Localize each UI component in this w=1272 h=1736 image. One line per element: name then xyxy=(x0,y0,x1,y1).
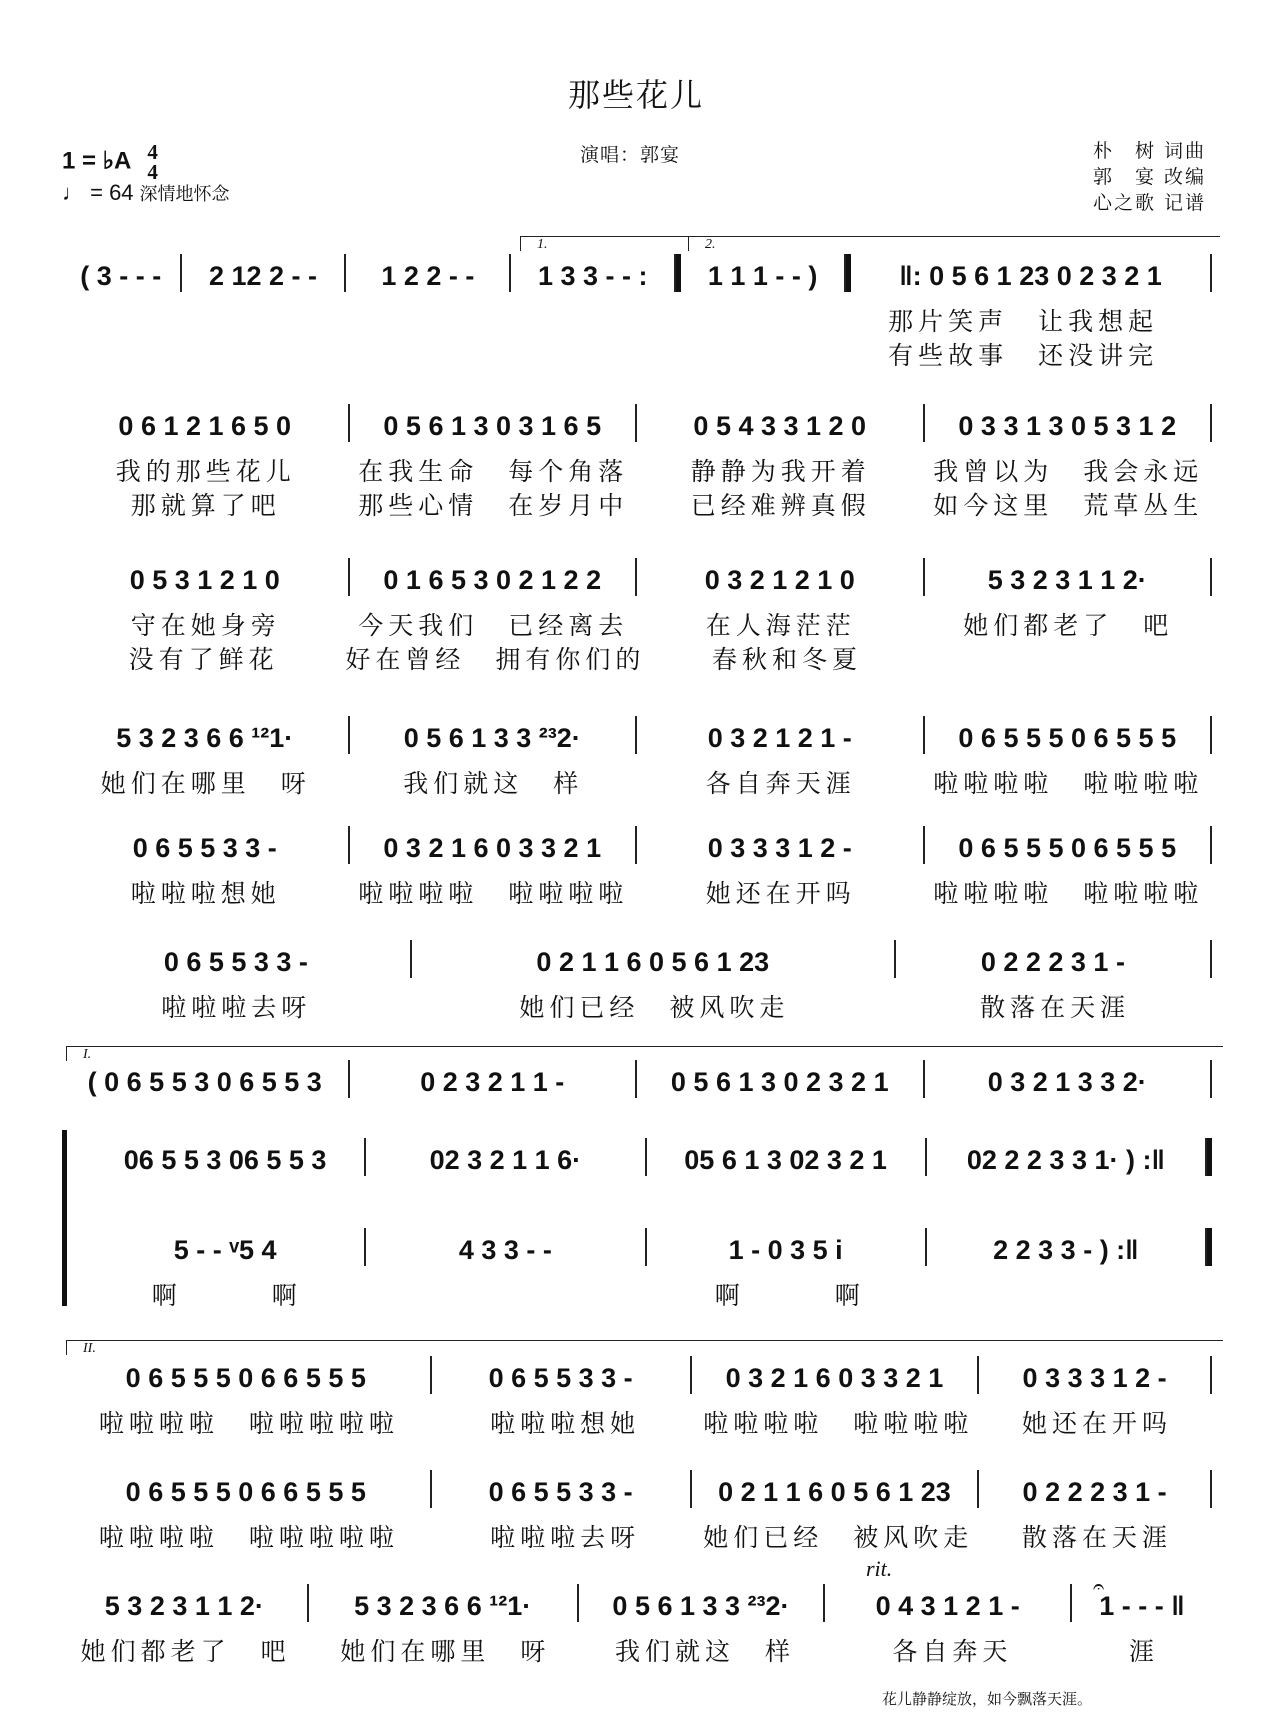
lyric-line-1 xyxy=(62,302,1212,336)
lyric: 好在曾经 拥有你们的 xyxy=(345,645,646,674)
barline xyxy=(1210,826,1212,864)
lyric: 她们都老了 吧 xyxy=(963,611,1174,640)
lyric: 啦啦啦去呀 xyxy=(490,1523,641,1552)
lyric: 啦啦啦啦 啦啦啦啦啦 xyxy=(98,1523,399,1552)
measure: 0 3 2 1 6 0 3 3 2 1 xyxy=(383,833,602,863)
tempo-label: ♩ = 64 xyxy=(62,180,134,205)
measure: 02 3 2 1 1 6· xyxy=(429,1145,582,1175)
credits-block xyxy=(1093,138,1206,216)
barline xyxy=(1210,716,1212,754)
system-8-lower xyxy=(86,1226,1212,1310)
lyric: 她们都老了 吧 xyxy=(80,1637,291,1666)
measure: 5 3 2 3 1 1 2· xyxy=(104,1591,264,1621)
lyric: 那片笑声 让我想起 xyxy=(888,307,1159,336)
notation-line xyxy=(62,1354,1212,1394)
barline xyxy=(1210,254,1212,292)
lyric: 啦啦啦去呀 xyxy=(161,993,312,1022)
measure: 1 2 2 - - xyxy=(381,261,475,291)
lyric: 我们就这 样 xyxy=(403,769,584,798)
system-7 xyxy=(62,1058,1212,1098)
notation-line xyxy=(62,402,1212,442)
measure: 0 6 5 5 3 3 - xyxy=(488,1363,633,1393)
measure: 0 4 3 1 2 1 - xyxy=(875,1591,1020,1621)
lyric: 她还在开吗 xyxy=(1021,1409,1172,1438)
measure: 0 6 5 5 3 3 - xyxy=(488,1477,633,1507)
lyric: 啦啦啦啦 啦啦啦啦 xyxy=(703,1409,974,1438)
measure: 2 12 2 - - xyxy=(208,261,318,291)
barline xyxy=(1210,558,1212,596)
lyric: 啊 啊 xyxy=(151,1281,302,1310)
time-top: 4 xyxy=(147,140,158,164)
system-2 xyxy=(62,402,1212,520)
barline xyxy=(1210,940,1212,978)
lyric: 啦啦啦啦 啦啦啦啦 xyxy=(358,879,629,908)
measure: 0 5 4 3 3 1 2 0 xyxy=(693,411,867,441)
lyric: 那些心情 在岁月中 xyxy=(358,491,629,520)
measure: 0 3 2 1 6 0 3 3 2 1 xyxy=(725,1363,944,1393)
fermata-icon: 𝄐 xyxy=(1093,1574,1105,1598)
measure: 0 2 1 1 6 0 5 6 1 23 xyxy=(536,947,770,977)
measure: 06 5 5 3 06 5 5 3 xyxy=(123,1145,327,1175)
system-3 xyxy=(62,556,1212,674)
lyric: 散落在天涯 xyxy=(1021,1523,1172,1552)
credit-arranger: 郭 宴 改编 xyxy=(1092,166,1206,188)
singer-credit: 演唱：郭宴 xyxy=(580,144,681,166)
lyric-line-1 xyxy=(62,1632,1212,1666)
credit-transcriber: 心之歌 记谱 xyxy=(1092,192,1206,214)
lyric: 在人海茫茫 xyxy=(705,611,856,640)
volta-II: II. xyxy=(66,1340,1223,1355)
notation-line xyxy=(62,938,1212,978)
measure: 0 3 3 3 1 2 - xyxy=(707,833,852,863)
lyric: 各自奔天 xyxy=(892,1637,1013,1666)
lyric: 我曾以为 我会永远 xyxy=(933,457,1204,486)
system-1 xyxy=(62,252,1212,370)
lyric: 今天我们 已经离去 xyxy=(358,611,629,640)
lyric-line-1 xyxy=(62,606,1212,640)
system-brace xyxy=(62,1130,75,1306)
repeat-barline xyxy=(844,254,851,292)
lyric-line-2 xyxy=(62,486,1212,520)
barline xyxy=(1210,1060,1212,1098)
lyric: 在我生命 每个角落 xyxy=(358,457,629,486)
measure: 02 2 2 3 3 1· ) :‖ xyxy=(966,1145,1165,1175)
footer-note: 花儿静静绽放，如今飘落天涯。 xyxy=(881,1690,1092,1708)
volta-I: I. xyxy=(66,1046,1223,1061)
measure: 0 2 2 2 3 1 - xyxy=(1022,1477,1167,1507)
lyric: 春秋和冬夏 xyxy=(712,645,863,674)
measure: 0 6 5 5 5 0 6 6 5 5 5 xyxy=(125,1363,366,1393)
tempo-marking xyxy=(62,180,230,206)
measure: 0 5 6 1 3 0 2 3 2 1 xyxy=(670,1067,889,1097)
expression-label: 深情地怀念 xyxy=(139,184,230,204)
measure: 0 6 5 5 3 3 - xyxy=(163,947,308,977)
lyric: 她们在哪里 呀 xyxy=(100,769,311,798)
measure: 0 1 6 5 3 0 2 1 2 2 xyxy=(383,565,602,595)
system-6 xyxy=(62,938,1212,1022)
lyric: 如今这里 荒草丛生 xyxy=(933,491,1204,520)
lyric-line-1 xyxy=(62,764,1212,798)
measure: 0 2 3 2 1 1 - xyxy=(420,1067,565,1097)
measure: 0 5 3 1 2 1 0 xyxy=(129,565,280,595)
measure: 0 5 6 1 3 3 ²³2· xyxy=(403,723,581,753)
notation-line xyxy=(86,1226,1212,1266)
end-repeat-barline xyxy=(1205,1138,1212,1176)
song-title: 那些花儿 xyxy=(567,76,704,114)
ritardando-mark: rit. xyxy=(866,1556,893,1581)
volta-1: 1. xyxy=(520,236,697,251)
time-bottom: 4 xyxy=(147,160,158,184)
barline xyxy=(1210,1470,1212,1508)
time-signature xyxy=(147,142,158,182)
lyric: 啦啦啦想她 xyxy=(490,1409,641,1438)
system-11 xyxy=(62,1582,1212,1666)
lyric: 静静为我开着 xyxy=(690,457,871,486)
end-repeat-barline xyxy=(1205,1228,1212,1266)
measure: 1 - - - ‖ xyxy=(1099,1591,1185,1621)
measure: 5 3 2 3 6 6 ¹²1· xyxy=(354,1591,532,1621)
credit-composer: 朴 树 词曲 xyxy=(1092,140,1206,162)
notation-line xyxy=(62,1058,1212,1098)
measure: 0 6 5 5 5 0 6 6 5 5 5 xyxy=(125,1477,366,1507)
measure: 1 1 1 - - ) xyxy=(707,261,818,291)
barline xyxy=(1210,404,1212,442)
measure: 4 3 3 - - xyxy=(458,1235,552,1265)
measure: 0 6 1 2 1 6 5 0 xyxy=(118,411,292,441)
lyric-line-1 xyxy=(62,1518,1212,1552)
measure: 1 - 0 3 5 i xyxy=(728,1235,843,1265)
lyric-line-2 xyxy=(62,336,1212,370)
lyric: 她们在哪里 呀 xyxy=(340,1637,551,1666)
measure: 0 6 5 5 5 0 6 5 5 5 xyxy=(958,833,1177,863)
key-label: 1 = ♭A xyxy=(62,147,132,175)
system-9 xyxy=(62,1354,1212,1438)
lyric: 守在她身旁 xyxy=(130,611,281,640)
measure: 5 3 2 3 1 1 2· xyxy=(987,565,1147,595)
lyric: 没有了鲜花 xyxy=(128,645,279,674)
notation-line xyxy=(86,1136,1212,1176)
lyric: 散落在天涯 xyxy=(980,993,1131,1022)
notation-line xyxy=(62,252,1212,292)
measure: 0 3 2 1 3 3 2· xyxy=(987,1067,1147,1097)
lyric: 我们就这 样 xyxy=(615,1637,796,1666)
notation-line xyxy=(62,556,1212,596)
volta-2: 2. xyxy=(688,236,1220,251)
measure: ( 0 6 5 5 3 0 6 5 5 3 xyxy=(87,1067,322,1097)
measure: 0 6 5 5 5 0 6 5 5 5 xyxy=(958,723,1177,753)
notation-line xyxy=(62,1582,1212,1622)
lyric: 啦啦啦啦 啦啦啦啦 xyxy=(933,879,1204,908)
notation-line xyxy=(62,1468,1212,1508)
measure: 0 3 2 1 2 1 0 xyxy=(704,565,855,595)
measure: 0 3 3 1 3 0 5 3 1 2 xyxy=(958,411,1177,441)
lyric-line-1 xyxy=(62,988,1212,1022)
system-8-upper xyxy=(86,1136,1212,1176)
lyric: 啦啦啦想她 xyxy=(130,879,281,908)
system-4 xyxy=(62,714,1212,798)
lyric: 她们已经 被风吹走 xyxy=(519,993,790,1022)
measure: 0 6 5 5 3 3 - xyxy=(132,833,277,863)
lyric-line-2 xyxy=(62,640,1212,674)
measure: ‖: 0 5 6 1 23 0 2 3 2 1 xyxy=(899,261,1162,291)
system-10 xyxy=(62,1468,1212,1552)
barline xyxy=(1210,1356,1212,1394)
measure: 0 5 6 1 3 3 ²³2· xyxy=(612,1591,790,1621)
repeat-barline xyxy=(674,254,681,292)
lyric: 她还在开吗 xyxy=(705,879,856,908)
measure: ( 3 - - - xyxy=(80,261,162,291)
lyric-line-1 xyxy=(62,1404,1212,1438)
lyric: 啦啦啦啦 啦啦啦啦啦 xyxy=(98,1409,399,1438)
lyric-line-1 xyxy=(86,1276,1212,1310)
measure: 0 3 3 3 1 2 - xyxy=(1022,1363,1167,1393)
lyric: 涯 xyxy=(1128,1637,1159,1666)
lyric: 那就算了吧 xyxy=(130,491,281,520)
notation-line xyxy=(62,714,1212,754)
measure: 0 3 2 1 2 1 - xyxy=(707,723,852,753)
lyric: 啦啦啦啦 啦啦啦啦 xyxy=(933,769,1204,798)
measure: 0 2 1 1 6 0 5 6 1 23 xyxy=(718,1477,951,1507)
measure: 1 3 3 - - : xyxy=(537,261,648,291)
lyric: 有些故事 还没讲完 xyxy=(888,341,1159,370)
system-5 xyxy=(62,824,1212,908)
measure: 0 5 6 1 3 0 3 1 6 5 xyxy=(383,411,602,441)
measure: 05 6 1 3 02 3 2 1 xyxy=(684,1145,887,1175)
lyric: 各自奔天涯 xyxy=(705,769,856,798)
lyric: 她们已经 被风吹走 xyxy=(703,1523,974,1552)
measure: 5 - - ᵛ5 4 xyxy=(173,1235,277,1265)
notation-line xyxy=(62,824,1212,864)
lyric-line-1 xyxy=(62,874,1212,908)
measure: 2 2 3 3 - ) :‖ xyxy=(993,1235,1139,1265)
lyric-line-1 xyxy=(62,452,1212,486)
lyric: 我的那些花儿 xyxy=(115,457,296,486)
lyric: 已经难辨真假 xyxy=(690,491,871,520)
lyric: 啊 啊 xyxy=(714,1281,865,1310)
measure: 0 2 2 2 3 1 - xyxy=(980,947,1125,977)
key-signature xyxy=(62,142,158,182)
measure: 5 3 2 3 6 6 ¹²1· xyxy=(116,723,294,753)
